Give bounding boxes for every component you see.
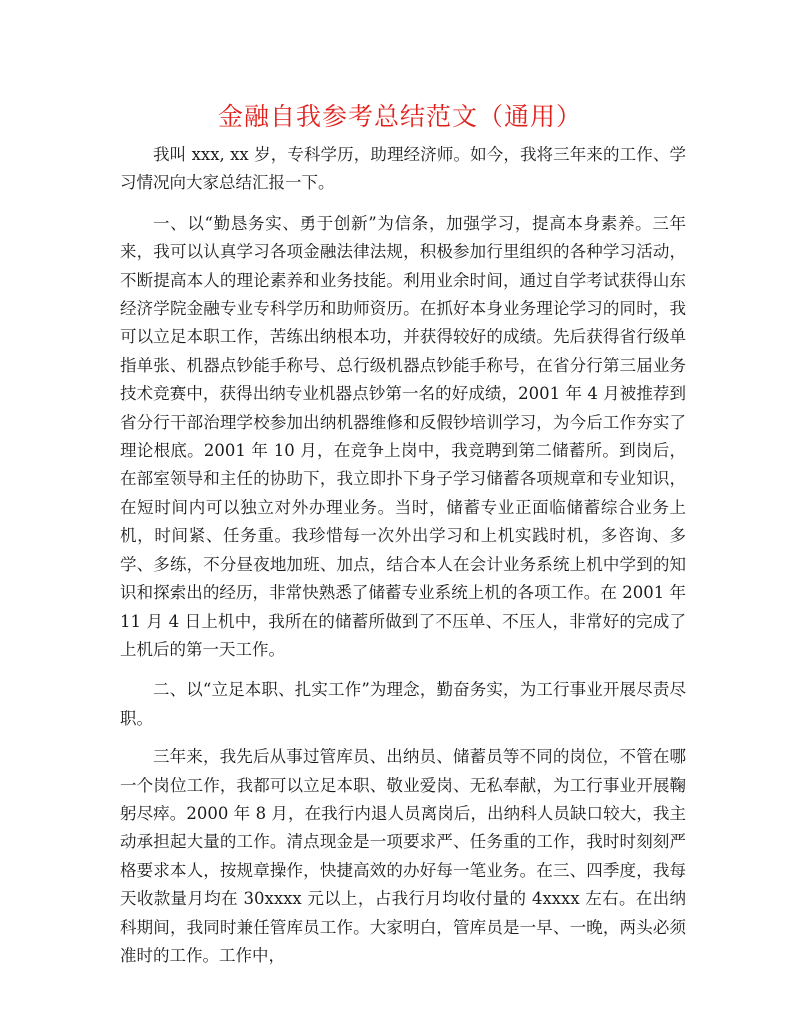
document-title: 金融自我参考总结范文（通用） [217,102,582,131]
paragraph-intro: 我叫 xxx, xx 岁，专科学历，助理经济师。如今，我将三年来的工作、学习情况向大家总结汇报一下。 [120,145,686,193]
paragraph-section-two-body: 三年来，我先后从事过管库员、出纳员、储蓄员等不同的岗位，不管在哪一个岗位工作，我都可以立足本职、敬业爱岗、无私奉献，为工行事业开展鞠躬尽瘁。2000 年 8 月，在我行内退人员离岗后，出纳科人员缺口较大，我主动承担起大量的工作。清点现金是一项要求严、任务重的工作，我时时刻刻严格要求本人，按规章操作，快捷高效的办好每一笔业务。在三、四季度，我每天收款量月均在 30xxxx 元以上，占我行月均收付量的 4xxxx 左右。在出纳科期间，我同时兼任管库员工作。大家明白，管库员是一早、一晚，两头必须准时的工作。工作中， [120,747,686,965]
paragraph-section-one: 一、以“勤恳务实、勇于创新”为信条，加强学习，提高本身素养。三年来，我可以认真学习各项金融法律法规，积极参加行里组织的各种学习活动，不断提高本人的理论素养和业务技能。利用业余时间，通过自学考试获得山东经济学院金融专业专科学历和助师资历。在抓好本身业务理论学习的同时，我可以立足本职工作，苦练出纳根本功，并获得较好的成绩。先后获得省行级单指单张、机器点钞能手称号、总行级机器点钞能手称号，在省分行第三届业务技术竞赛中，获得出纳专业机器点钞第一名的好成绩，2001 年 4 月被推荐到省分行干部治理学校参加出纳机器维修和反假钞培训学习，为今后工作夯实了理论根底。2001 年 10 月，在竞争上岗中，我竞聘到第二储蓄所。到岗后，在部室领导和主任的协助下，我立即扑下身子学习储蓄各项规章和专业知识，在短时间内可以独立对外办理业务。当时，储蓄专业正面临储蓄综合业务上机，时间紧、任务重。我珍惜每一次外出学习和上机实践时机，多咨询、多学、多练，不分昼夜地加班、加点，结合本人在会计业务系统上机中学到的知识和探索出的经历，非常快熟悉了储蓄专业系统上机的各项工作。在 2001 年 11 月 4 日上机中，我所在的储蓄所做到了不压单、不压人，非常好的完成了上机后的第一天工作。 [120,213,686,659]
document-body [120,141,686,982]
paragraph-section-two-heading: 二、以“立足本职、扎实工作”为理念，勤奋务实，为工行事业开展尽责尽职。 [120,680,686,728]
